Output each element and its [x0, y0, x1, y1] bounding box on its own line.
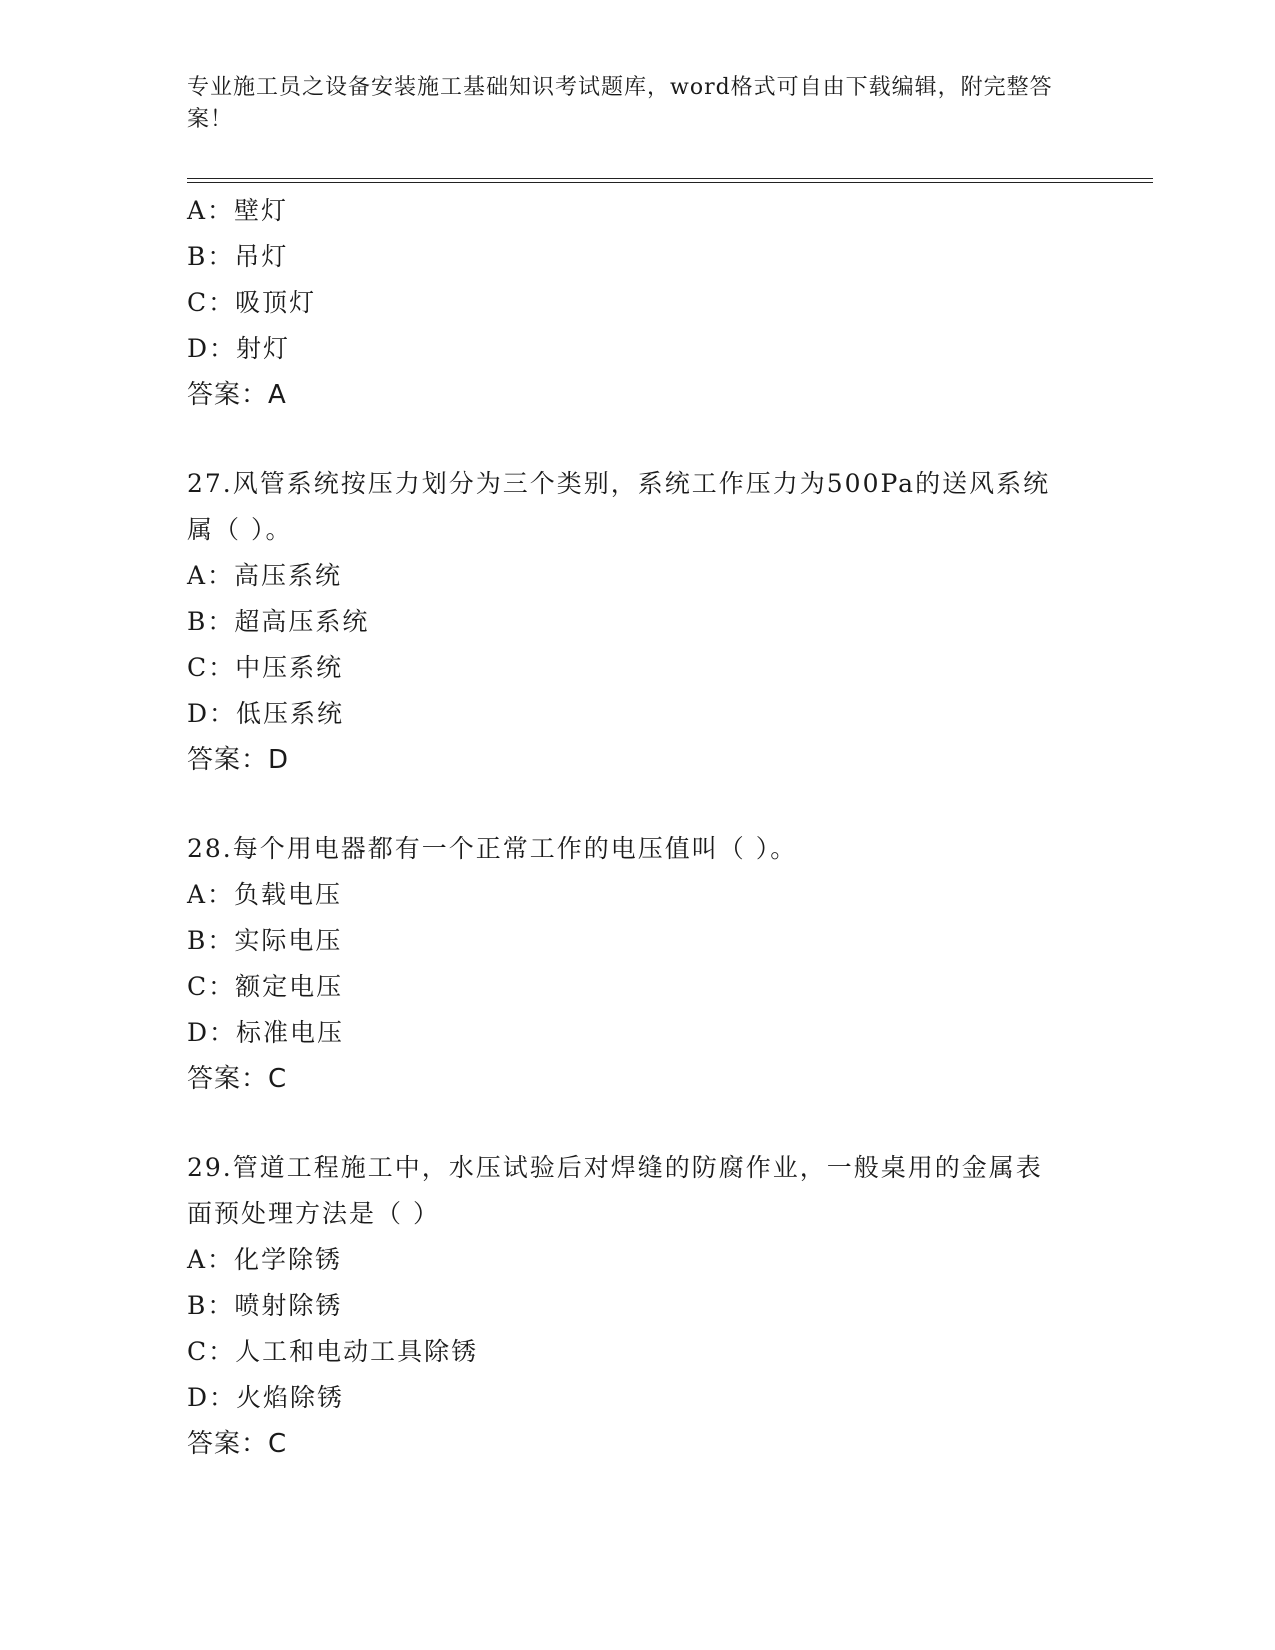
header-rule-bottom [187, 182, 1153, 183]
answer-line: 答案：A [187, 380, 287, 410]
answer-line: 答案：C [187, 1064, 288, 1094]
spacer [187, 1102, 1087, 1145]
spacer [187, 418, 1087, 461]
option-d: D：标准电压 [187, 1018, 345, 1047]
document-header: 专业施工员之设备安装施工基础知识考试题库，word格式可自由下载编辑，附完整答案！ [187, 75, 1053, 132]
option-b: B：喷射除锈 [187, 1291, 343, 1320]
option-b: B：超高压系统 [187, 607, 370, 636]
question-text: 28.每个用电器都有一个正常工作的电压值叫（ ）。 [187, 834, 798, 863]
spacer [187, 783, 1087, 826]
option-c: C：人工和电动工具除锈 [187, 1337, 479, 1366]
header-rule-top [187, 178, 1153, 179]
option-d: D：射灯 [187, 334, 291, 363]
question-text: 27.风管系统按压力划分为三个类别，系统工作压力为500Pa的送风系统属（ ）。 [187, 469, 1051, 544]
option-c: C：吸顶灯 [187, 288, 317, 317]
question-block-29 [187, 1145, 1087, 1467]
option-c: C：额定电压 [187, 972, 344, 1001]
answer-line: 答案：D [187, 745, 290, 775]
option-a: A：壁灯 [187, 196, 289, 225]
question-block-28 [187, 826, 1087, 1102]
option-d: D：低压系统 [187, 699, 345, 728]
question-text: 29.管道工程施工中，水压试验后对焊缝的防腐作业，一般桌用的金属表面预处理方法是（ ） [187, 1153, 1043, 1228]
option-c: C：中压系统 [187, 653, 344, 682]
answer-line: 答案：C [187, 1429, 288, 1459]
option-a: A：高压系统 [187, 561, 343, 590]
question-block-26 [187, 188, 1087, 418]
option-a: A：负载电压 [187, 880, 343, 909]
option-b: B：吊灯 [187, 242, 289, 271]
option-d: D：火焰除锈 [187, 1383, 345, 1412]
question-list [187, 188, 1087, 1467]
question-block-27 [187, 461, 1087, 783]
option-b: B：实际电压 [187, 926, 343, 955]
option-a: A：化学除锈 [187, 1245, 343, 1274]
